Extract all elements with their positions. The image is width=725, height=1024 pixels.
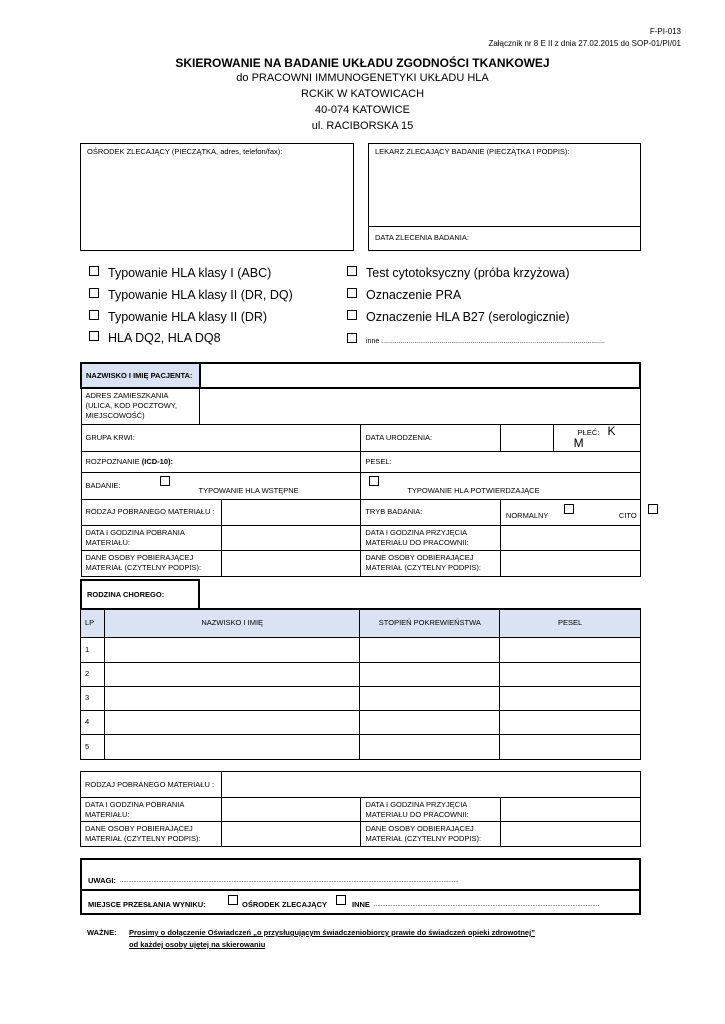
collector-label: DANE OSOBY POBIERAJĄCEJ MATERIAŁ (CZYTELNY PODPIS): [81,550,222,576]
fam-receiver-label: DANE OSOBY ODBIERAJĄCEJ MATERIAŁ (CZYTELNY PODPIS): [361,822,501,847]
pra-label: Oznaczenie PRA [366,288,462,302]
blood-group-label: GRUPA KRWI: [85,432,135,442]
send-other-field[interactable]: ....................................................................................................................................... [374,902,600,908]
important-line1: Prosimy o dołączenie Oświadczeń „o przysługującym świadczeniobiorcy prawie do świadczeń opieki zdrowotnej” [129,928,535,937]
table-row [81,662,641,686]
sex-k[interactable]: K [607,423,616,438]
row-lp: 2 [81,662,105,686]
table-row [81,637,641,662]
pra-checkbox[interactable] [347,288,357,298]
doctor-box[interactable] [368,143,641,251]
row-relation[interactable] [360,637,500,662]
collect-dt-field[interactable] [222,525,361,550]
row-pesel[interactable] [500,710,641,734]
fam-collect-dt-field[interactable] [221,798,361,822]
sex-label: PŁEĆ: [577,427,600,437]
hla-b27-checkbox[interactable] [347,310,357,320]
attachment-note: Załącznik nr 8 E II z dnia 27.02.2015 do SOP-01/PI/01 [488,39,681,48]
header-line2: RCKiK W KATOWICACH [300,88,425,100]
hla-class1-label: Typowanie HLA klasy I (ABC) [108,266,272,280]
ordering-center-label: OŚRODEK ZLECAJĄCY (PIECZĄTKA, adres, telefon/fax): [87,147,283,156]
send-other-label: INNE [352,900,370,909]
test-type-cell [81,472,361,499]
row-pesel[interactable] [500,734,641,759]
row-name[interactable] [104,710,359,734]
family-table [80,608,641,760]
hla-dq2-dq8-label: HLA DQ2, HLA DQ8 [108,331,221,345]
family-title: RODZINA CHOREGO: [80,579,200,609]
send-center-checkbox[interactable] [228,895,238,905]
hla-class2-drdq-checkbox[interactable] [89,288,99,298]
initial-typing-checkbox[interactable] [160,476,170,486]
cito-label: CITO [618,510,637,520]
confirm-typing-label: TYPOWANIE HLA POTWIERDZAJĄCE [407,485,540,495]
fam-collect-dt-label: DATA I GODZINA POBRANIA MATERIAŁU: [81,798,222,822]
patient-name-field[interactable] [200,363,640,388]
diagnosis-label: ROZPOZNANIE [85,456,140,466]
col-lp: LP [81,609,105,637]
header-line4: ul. RACIBORSKA 15 [311,120,414,132]
ordering-center-box[interactable] [80,143,354,251]
notes-box [80,858,641,915]
dob-label: DATA URODZENIA: [365,432,433,442]
row-name[interactable] [104,662,359,686]
hla-class2-dr-label: Typowanie HLA klasy II (DR) [108,310,268,324]
icd-label: (ICD-10): [141,456,174,466]
row-pesel[interactable] [500,637,641,662]
fam-collector-field[interactable] [221,822,361,847]
receive-dt-label: DATA I GODZINA PRZYJĘCIA MATERIAŁU DO PRACOWNII: [361,525,501,550]
row-lp: 3 [81,686,105,710]
send-other-checkbox[interactable] [336,895,346,905]
hla-class1-checkbox[interactable] [89,266,99,276]
important-line2: od każdej osoby ujętej na skierowaniu [129,940,266,949]
normal-checkbox[interactable] [564,504,574,514]
patient-table [80,362,641,577]
table-row [81,710,641,734]
mode-cell [500,499,640,525]
row-name[interactable] [104,637,359,662]
doctor-label: LEKARZ ZLECAJĄCY BADANIE (PIECZĄTKA I PODPIS): [375,147,570,156]
test-type-label: BADANIE: [85,480,121,490]
dob-label-cell [361,424,501,451]
notes-label: UWAGI: [88,876,116,885]
pesel-field[interactable] [361,451,640,472]
other-test-checkbox[interactable] [347,333,357,343]
row-relation[interactable] [360,686,500,710]
hla-dq2-dq8-checkbox[interactable] [89,331,99,341]
fam-receive-dt-label: DATA I GODZINA PRZYJĘCIA MATERIAŁU DO PRACOWNII: [361,798,501,822]
table-row [81,686,641,710]
patient-name-label: NAZWISKO I IMIĘ PACJENTA: [81,363,200,388]
crossmatch-label: Test cytotoksyczny (próba krzyżowa) [366,266,570,280]
col-name: NAZWISKO I IMIĘ [104,609,359,637]
fam-receiver-field[interactable] [501,822,641,847]
pesel-label: PESEL: [365,456,392,466]
header-line3: 40-074 KATOWICE [315,104,410,116]
hla-class2-drdq-label: Typowanie HLA klasy II (DR, DQ) [108,288,293,302]
row-relation[interactable] [360,710,500,734]
diagnosis-field[interactable] [81,451,361,472]
patient-address-field[interactable] [200,388,640,424]
normal-label: NORMALNY [505,510,549,520]
col-pesel: PESEL [500,609,641,637]
mode-label: TRYB BADANIA: [361,499,501,525]
table-row [81,734,641,759]
sex-field[interactable] [553,424,640,451]
row-name[interactable] [104,686,359,710]
form-code: F-PI-013 [649,27,681,36]
hla-b27-label: Oznaczenie HLA B27 (serologicznie) [366,310,570,324]
receive-dt-field[interactable] [500,525,640,550]
confirm-typing-cell [361,472,640,499]
fam-material-label: RODZAJ POBRANEGO MATERIAŁU : [81,772,222,798]
dob-field[interactable] [500,424,553,451]
initial-typing-label: TYPOWANIE HLA WSTĘPNE [198,485,299,495]
row-lp: 5 [81,734,105,759]
row-relation[interactable] [360,662,500,686]
collect-dt-label: DATA I GODZINA POBRANIA MATERIAŁU: [81,525,222,550]
send-to-label: MIEJSCE PRZESŁANIA WYNIKU: [88,900,206,909]
important-label: WAŻNE: [87,928,117,937]
blood-group-field[interactable] [81,424,361,451]
row-lp: 4 [81,710,105,734]
row-pesel[interactable] [500,662,641,686]
crossmatch-checkbox[interactable] [347,266,357,276]
row-name[interactable] [104,734,359,759]
patient-address-label: ADRES ZAMIESZKANIA (ULICA, KOD POCZTOWY, MIEJSCOWOŚĆ) [81,388,200,424]
cito-checkbox[interactable] [648,504,658,514]
row-relation[interactable] [360,734,500,759]
row-lp: 1 [81,637,105,662]
collector-field[interactable] [222,550,361,576]
col-relation: STOPIEŃ POKREWIEŃSTWA [360,609,500,637]
confirm-typing-checkbox[interactable] [369,476,379,486]
other-test-label[interactable]: inne ................................................................................................................... [366,338,605,345]
form-title: SKIEROWANIE NA BADANIE UKŁADU ZGODNOŚCI TKANKOWEJ [175,56,550,70]
row-pesel[interactable] [500,686,641,710]
fam-material-field[interactable] [221,772,640,798]
sex-m[interactable]: M [573,435,584,450]
receiver-label: DANE OSOBY ODBIERAJĄCEJ MATERIAŁ (CZYTELNY PODPIS): [361,550,501,576]
fam-receive-dt-field[interactable] [501,798,641,822]
notes-field[interactable]: ........................................................................................................................................................................................................... [120,878,459,884]
header-line1: do PRACOWNI IMMUNOGENETYKI UKŁADU HLA [236,72,489,84]
material-label: RODZAJ POBRANEGO MATERIAŁU : [81,499,222,525]
send-center-label: OŚRODEK ZLECAJĄCY [242,900,328,909]
receiver-field[interactable] [500,550,640,576]
hla-class2-dr-checkbox[interactable] [89,310,99,320]
material-field[interactable] [222,499,361,525]
fam-collector-label: DANE OSOBY POBIERAJĄCEJ MATERIAŁ (CZYTELNY PODPIS): [81,822,222,847]
family-material-table [80,771,641,847]
order-date-label: DATA ZLECENIA BADANIA: [375,233,469,242]
